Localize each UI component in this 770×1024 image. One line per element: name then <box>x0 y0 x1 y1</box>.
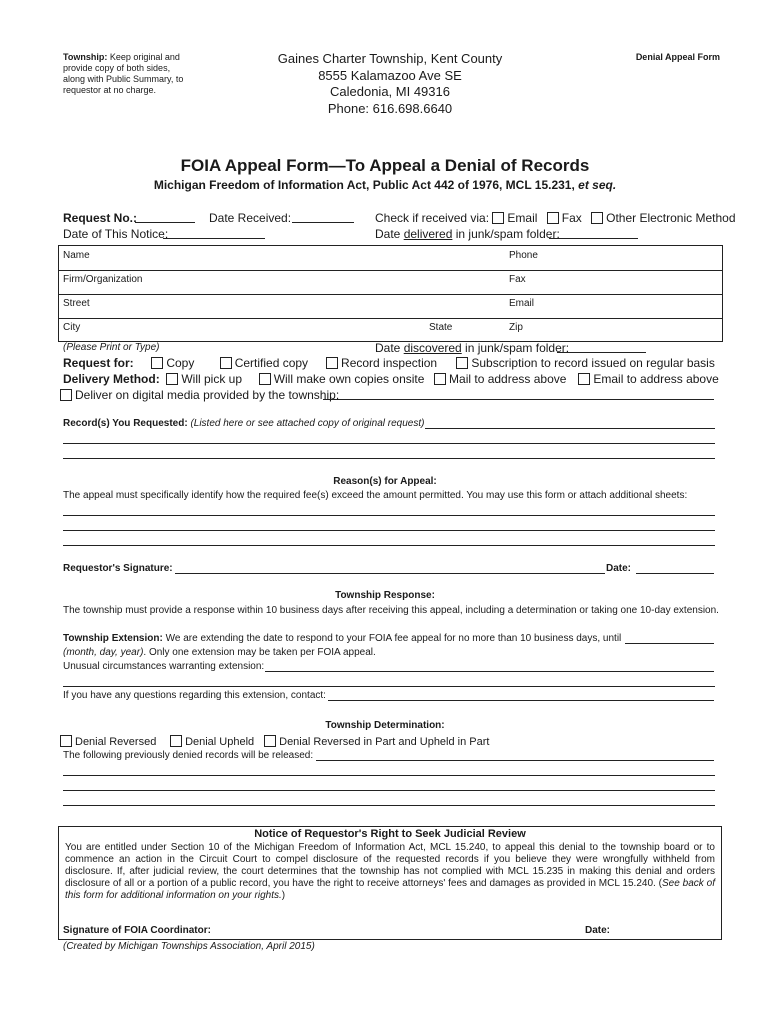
extension-contact-field[interactable] <box>328 700 714 701</box>
township-determination-heading: Township Determination: <box>325 720 445 731</box>
requestor-date-label: Date: <box>606 563 632 574</box>
released-records-line-1[interactable] <box>316 760 714 761</box>
township-city: Caledonia, MI 49316 <box>330 84 450 99</box>
requestor-signature-label: Requestor's Signature: <box>63 563 173 574</box>
records-line-2[interactable] <box>63 443 715 444</box>
own-copies-checkbox[interactable] <box>259 373 271 385</box>
mail-checkbox[interactable] <box>434 373 446 385</box>
reasons-line-2[interactable] <box>63 530 715 531</box>
date-discovered-field[interactable] <box>557 352 646 353</box>
form-type-label: Denial Appeal Form <box>635 52 720 62</box>
determination-options: Denial Reversed Denial Upheld Denial Reversed in Part and Upheld in Part <box>60 735 489 749</box>
date-delivered-label: Date delivered in junk/spam folder: <box>375 227 560 241</box>
denial-reversed-checkbox[interactable] <box>60 735 72 747</box>
digital-media-checkbox[interactable] <box>60 389 72 401</box>
reasons-line-1[interactable] <box>63 515 715 516</box>
street-row[interactable] <box>59 294 722 319</box>
email-label: Email <box>509 298 535 309</box>
released-records-line-3[interactable] <box>63 790 715 791</box>
request-number: Request No.: <box>63 211 138 225</box>
township-extension-text: Township Extension: We are extending the date to respond to your FOIA fee appeal for no more than 10 business days, until <box>63 633 622 644</box>
street-label: Street <box>63 298 90 309</box>
date-of-notice-label: Date of This Notice: <box>63 227 169 241</box>
email-address-checkbox[interactable] <box>578 373 590 385</box>
township-street: 8555 Kalamazoo Ave SE <box>318 67 462 83</box>
page-title: FOIA Appeal Form—To Appeal a Denial of Records <box>180 156 590 175</box>
firm-label: Firm/Organization <box>63 274 143 285</box>
received-via-row: Check if received via: Email Fax Other Electronic Method <box>375 211 736 225</box>
reasons-instructions: The appeal must specifically identify how the required fee(s) exceed the amount permitted. You may use this form or attach additional sheets: <box>63 490 688 501</box>
email-checkbox[interactable] <box>492 212 504 224</box>
city-label: City <box>63 322 81 333</box>
released-records-line-2[interactable] <box>63 775 715 776</box>
requestor-contact-table <box>58 245 723 342</box>
township-instruction-note: Township: Keep original and provide copy of both sides, along with Public Summary, to requestor at no charge. <box>63 52 184 95</box>
will-pick-up-checkbox[interactable] <box>166 373 178 385</box>
subscription-checkbox[interactable] <box>456 357 468 369</box>
digital-media-row: Deliver on digital media provided by the township: <box>60 388 339 402</box>
coordinator-date-label: Date: <box>585 925 611 936</box>
denial-partial-checkbox[interactable] <box>264 735 276 747</box>
requestor-date-field[interactable] <box>636 573 714 574</box>
state-label: State <box>429 322 453 333</box>
records-line-3[interactable] <box>63 458 715 459</box>
records-line-1[interactable] <box>425 428 715 429</box>
name-row[interactable] <box>59 246 722 271</box>
date-delivered-field[interactable] <box>549 238 638 239</box>
date-received-field[interactable] <box>292 222 354 223</box>
extension-date-field[interactable] <box>625 643 714 644</box>
page-subtitle: Michigan Freedom of Information Act, Public Act 442 of 1976, MCL 15.231, et seq. <box>153 178 617 192</box>
extension-note: (month, day, year). Only one extension may be taken per FOIA appeal. <box>63 647 376 658</box>
date-discovered-label: Date discovered in junk/spam folder: <box>375 341 570 355</box>
record-inspection-checkbox[interactable] <box>326 357 338 369</box>
zip-label: Zip <box>509 322 523 333</box>
judicial-review-notice <box>58 826 722 940</box>
city-row[interactable] <box>59 318 722 341</box>
copy-checkbox[interactable] <box>151 357 163 369</box>
date-of-notice-field[interactable] <box>163 238 265 239</box>
township-phone: Phone: 616.698.6640 <box>327 100 453 116</box>
other-electronic-checkbox[interactable] <box>591 212 603 224</box>
phone-label: Phone <box>509 250 538 261</box>
request-for-row: Request for: Copy Certified copy Record inspection Subscription to record issued on regular basis <box>63 356 715 370</box>
unusual-circumstances-field[interactable] <box>265 671 714 672</box>
unusual-circumstances-label: Unusual circumstances warranting extension: <box>63 661 265 672</box>
fax-label: Fax <box>509 274 526 285</box>
township-response-heading: Township Response: <box>335 590 435 601</box>
extension-contact-label: If you have any questions regarding this extension, contact: <box>63 690 326 701</box>
notice-heading: Notice of Requestor's Right to Seek Judicial Review <box>254 828 526 840</box>
records-requested-label: Record(s) You Requested: (Listed here or see attached copy of original request) <box>63 418 425 429</box>
reasons-heading: Reason(s) for Appeal: <box>333 476 437 487</box>
released-records-label: The following previously denied records will be released: <box>63 750 314 761</box>
township-name: Gaines Charter Township, Kent County <box>277 51 503 66</box>
name-label: Name <box>63 250 90 261</box>
delivery-method-row: Delivery Method: Will pick up Will make own copies onsite Mail to address above Email to address above <box>63 372 719 386</box>
coordinator-signature-label: Signature of FOIA Coordinator: <box>63 925 211 936</box>
township-response-text: The township must provide a response within 10 business days after receiving this appeal, including a determination or taking one 10-day extension. <box>63 605 719 616</box>
requestor-signature-field[interactable] <box>175 573 605 574</box>
fax-checkbox[interactable] <box>547 212 559 224</box>
form-credit: (Created by Michigan Townships Association, April 2015) <box>63 941 315 952</box>
digital-media-field[interactable] <box>323 399 714 400</box>
unusual-circumstances-line-2[interactable] <box>63 686 715 687</box>
reasons-line-3[interactable] <box>63 545 715 546</box>
certified-copy-checkbox[interactable] <box>220 357 232 369</box>
denial-upheld-checkbox[interactable] <box>170 735 182 747</box>
date-received-label: Date Received: <box>209 211 292 225</box>
township-address-block <box>260 51 520 117</box>
notice-body: You are entitled under Section 10 of the Michigan Freedom of Information Act, MCL 15.240, to appeal this denial to the township board or to commence an action in the Circuit Court to compel disclosure of the requested records if you believe they were wrongfully withheld from disclosure. If, after judicial review, the court determines that the township has not complied with MCL 15.235 in making this denial and orders disclosure of all or a portion of a public record, you have the right to receive attorneys' fees and damages as provided in MCL 15.240. (See back of this form for additional information on your rights.) <box>65 842 715 901</box>
print-type-note: (Please Print or Type) <box>63 342 160 353</box>
firm-row[interactable] <box>59 270 722 295</box>
request-number-field[interactable] <box>135 222 195 223</box>
released-records-line-4[interactable] <box>63 805 715 806</box>
